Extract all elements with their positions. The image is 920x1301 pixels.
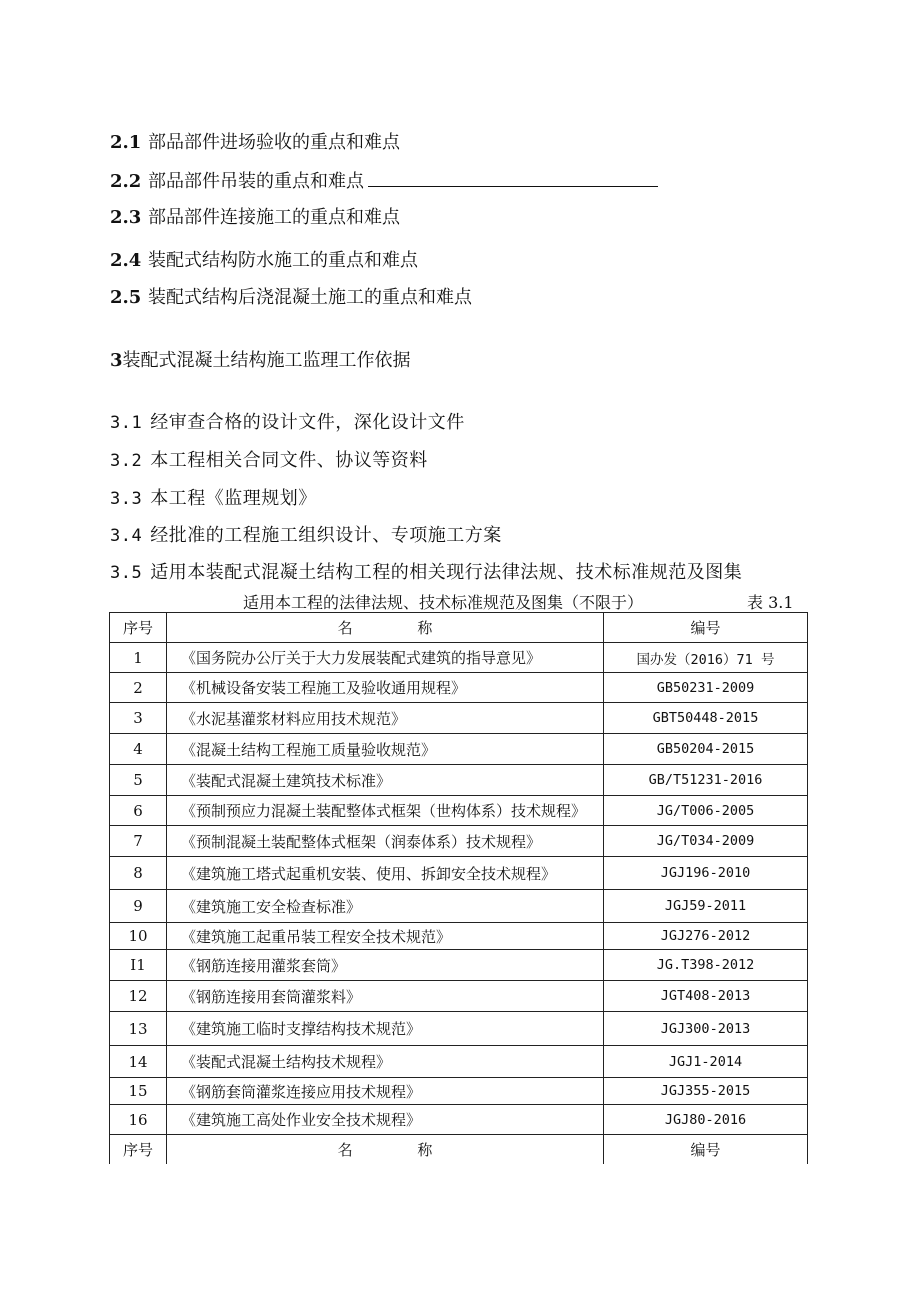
item-text: 装配式结构后浇混凝土施工的重点和难点 [148, 287, 472, 308]
row-name: 《预制混凝土装配整体式框架（润泰体系）技术规程》 [167, 826, 604, 857]
row-number: 13 [110, 1012, 167, 1046]
table-header-row-repeat [110, 1135, 808, 1164]
item-text: 经批准的工程施工组织设计、专项施工方案 [150, 525, 502, 546]
item-2-1 [110, 134, 400, 152]
table-row [110, 1012, 808, 1046]
row-number: 10 [110, 923, 167, 950]
table-row [110, 1078, 808, 1105]
row-name: 《国务院办公厅关于大力发展装配式建筑的指导意见》 [167, 643, 604, 673]
row-name: 《建筑施工安全检查标准》 [167, 890, 604, 923]
row-code: 国办发（2016）71 号 [604, 643, 808, 673]
table-row [110, 1105, 808, 1135]
table-body [110, 613, 808, 1164]
row-name: 《预制预应力混凝土装配整体式框架（世构体系）技术规程》 [167, 796, 604, 826]
table-row [110, 950, 808, 981]
row-number: I1 [110, 950, 167, 981]
section-number: 3 [110, 350, 123, 371]
row-name: 《机械设备安装工程施工及验收通用规程》 [167, 673, 604, 703]
row-code: JGJ59-2011 [604, 890, 808, 923]
row-name: 《建筑施工起重吊装工程安全技术规范》 [167, 923, 604, 950]
table-row [110, 796, 808, 826]
item-text: 部品部件连接施工的重点和难点 [148, 207, 400, 228]
row-code: JGJ300-2013 [604, 1012, 808, 1046]
row-code: GBT50448-2015 [604, 703, 808, 734]
row-code: JGJ276-2012 [604, 923, 808, 950]
section-3-heading [110, 346, 411, 372]
item-number: 3.4 [110, 526, 143, 546]
row-number: 14 [110, 1046, 167, 1078]
table-header-row [110, 613, 808, 643]
table-row [110, 981, 808, 1012]
item-3-3 [110, 484, 317, 510]
item-3-5 [110, 558, 742, 584]
row-number: 9 [110, 890, 167, 923]
blank-underline [368, 172, 658, 187]
row-code: JGT408-2013 [604, 981, 808, 1012]
item-text: 经审查合格的设计文件，深化设计文件 [150, 412, 465, 433]
table-row [110, 765, 808, 796]
table-caption: 适用本工程的法律法规、技术标准规范及图集（不限于） [243, 593, 644, 612]
row-number: 16 [110, 1105, 167, 1135]
table-row [110, 1046, 808, 1078]
item-text: 装配式结构防水施工的重点和难点 [148, 250, 418, 271]
header-name: 名 称 [167, 1135, 604, 1164]
item-2-5 [110, 289, 472, 307]
row-number: 4 [110, 734, 167, 765]
row-code: GB50231-2009 [604, 673, 808, 703]
table-row [110, 703, 808, 734]
table-row [110, 734, 808, 765]
item-2-3 [110, 209, 400, 227]
row-number: 5 [110, 765, 167, 796]
table-row [110, 643, 808, 673]
row-name: 《建筑施工临时支撑结构技术规范》 [167, 1012, 604, 1046]
table-row [110, 890, 808, 923]
item-3-1 [110, 408, 465, 434]
row-code: GB50204-2015 [604, 734, 808, 765]
row-number: 1 [110, 643, 167, 673]
item-2-2 [110, 172, 658, 191]
standards-table [109, 612, 808, 1164]
row-code: JGJ1-2014 [604, 1046, 808, 1078]
row-number: 2 [110, 673, 167, 703]
item-number: 3.3 [110, 489, 143, 509]
row-code: JG.T398-2012 [604, 950, 808, 981]
row-name: 《装配式混凝土结构技术规程》 [167, 1046, 604, 1078]
item-number: 2.3 [110, 207, 142, 228]
row-name: 《钢筋套筒灌浆连接应用技术规程》 [167, 1078, 604, 1105]
row-name: 《钢筋连接用套筒灌浆料》 [167, 981, 604, 1012]
row-code: GB/T51231-2016 [604, 765, 808, 796]
header-no: 序号 [110, 613, 167, 643]
item-number: 2.1 [110, 132, 142, 153]
item-number: 2.5 [110, 287, 142, 308]
row-number: 8 [110, 857, 167, 890]
row-code: JGJ80-2016 [604, 1105, 808, 1135]
item-text: 本工程相关合同文件、协议等资料 [150, 450, 428, 471]
table-row [110, 857, 808, 890]
item-text: 本工程《监理规划》 [150, 488, 317, 509]
header-no: 序号 [110, 1135, 167, 1164]
row-code: JG/T034-2009 [604, 826, 808, 857]
item-number: 2.2 [110, 171, 142, 192]
row-name: 《水泥基灌浆材料应用技术规范》 [167, 703, 604, 734]
row-number: 12 [110, 981, 167, 1012]
item-number: 3.2 [110, 451, 143, 471]
row-name: 《混凝土结构工程施工质量验收规范》 [167, 734, 604, 765]
row-name: 《钢筋连接用灌浆套筒》 [167, 950, 604, 981]
item-number: 3.5 [110, 563, 143, 583]
item-3-2 [110, 446, 428, 472]
item-text: 部品部件吊装的重点和难点 [148, 171, 364, 192]
item-number: 3.1 [110, 413, 143, 433]
row-number: 15 [110, 1078, 167, 1105]
item-number: 2.4 [110, 250, 142, 271]
item-text: 部品部件进场验收的重点和难点 [148, 132, 400, 153]
row-code: JGJ196-2010 [604, 857, 808, 890]
table-number: 表 3.1 [747, 593, 794, 612]
row-number: 7 [110, 826, 167, 857]
row-name: 《装配式混凝土建筑技术标准》 [167, 765, 604, 796]
header-code: 编号 [604, 613, 808, 643]
row-number: 3 [110, 703, 167, 734]
row-code: JG/T006-2005 [604, 796, 808, 826]
item-3-4 [110, 521, 502, 547]
row-name: 《建筑施工高处作业安全技术规程》 [167, 1105, 604, 1135]
item-text: 适用本装配式混凝土结构工程的相关现行法律法规、技术标准规范及图集 [150, 562, 743, 583]
table-row [110, 673, 808, 703]
row-number: 6 [110, 796, 167, 826]
item-2-4 [110, 252, 418, 270]
header-name: 名 称 [167, 613, 604, 643]
table-row [110, 923, 808, 950]
header-code: 编号 [604, 1135, 808, 1164]
section-title: 装配式混凝土结构施工监理工作依据 [122, 350, 411, 371]
row-code: JGJ355-2015 [604, 1078, 808, 1105]
row-name: 《建筑施工塔式起重机安装、使用、拆卸安全技术规程》 [167, 857, 604, 890]
table-row [110, 826, 808, 857]
